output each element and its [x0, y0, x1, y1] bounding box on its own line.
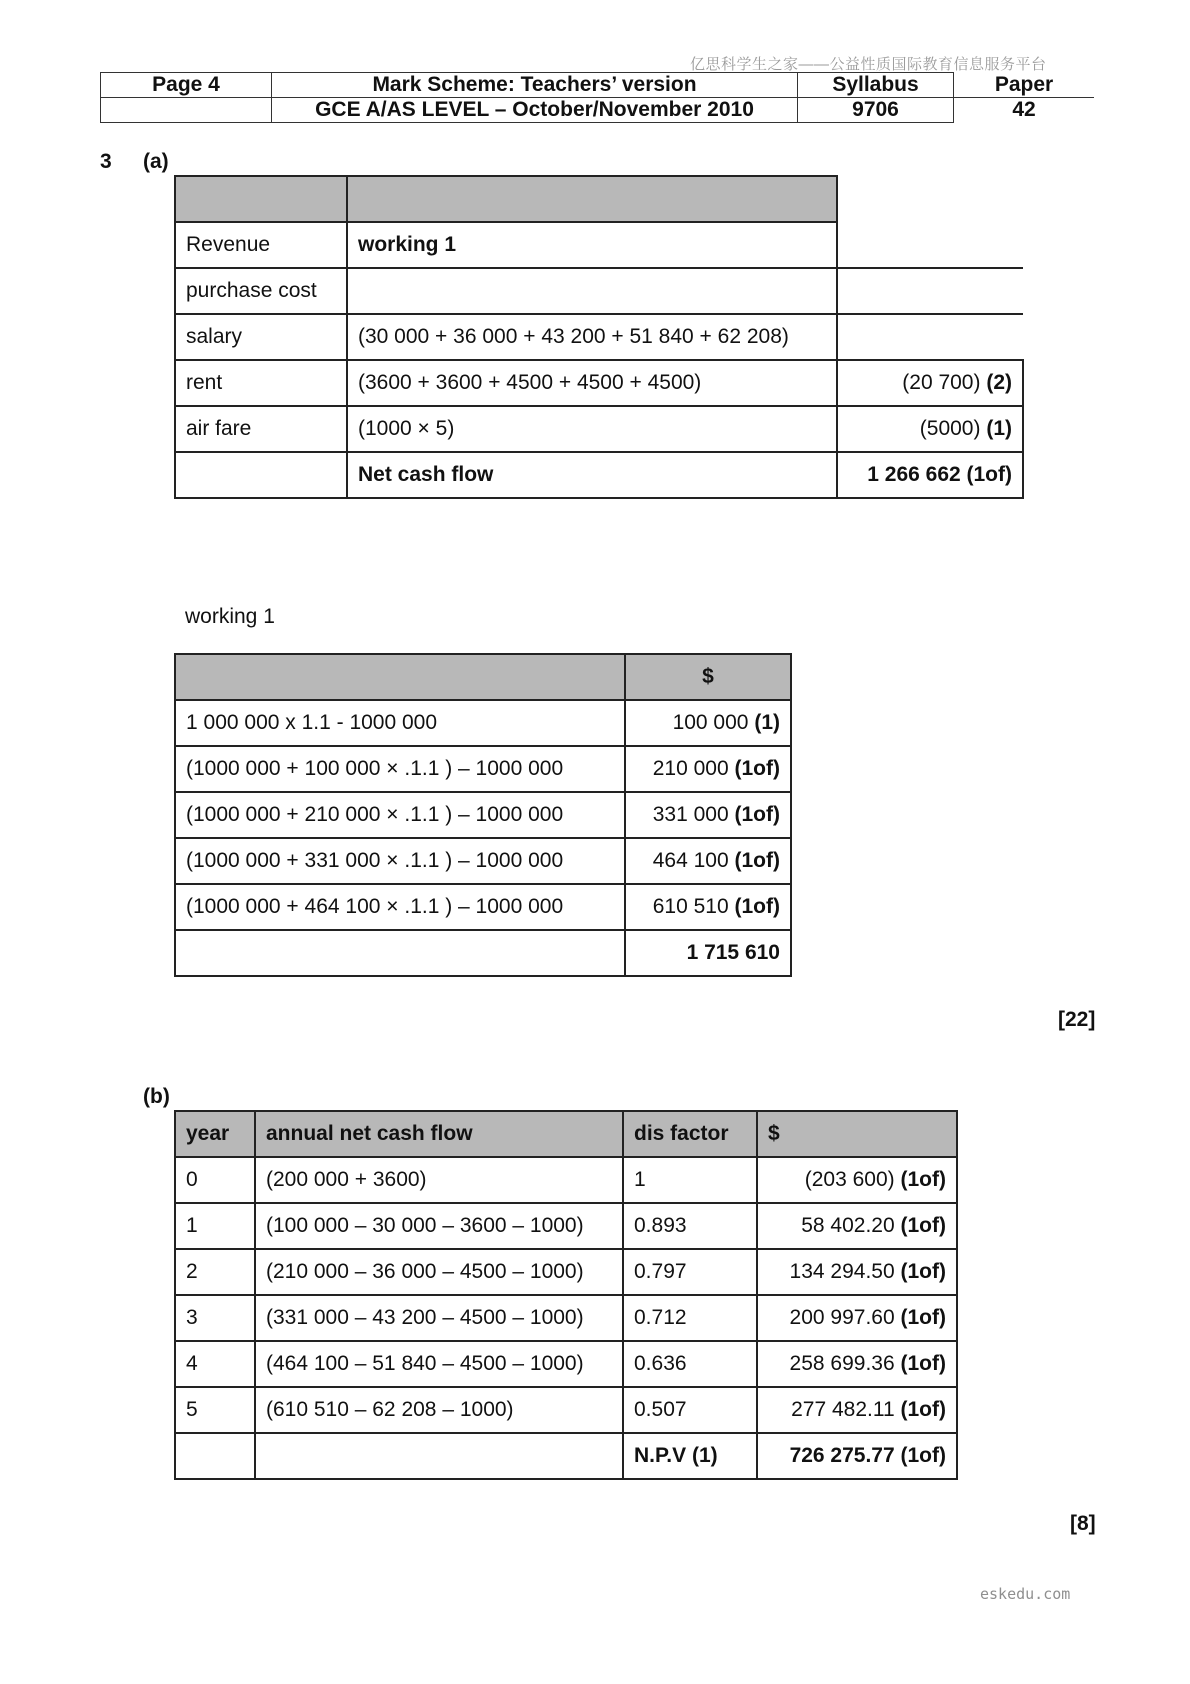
- cell-factor: 0.712: [623, 1295, 757, 1341]
- working-amount: 464 100 (1of): [625, 838, 791, 884]
- cell-amount: 58 402.20 (1of): [757, 1203, 957, 1249]
- table-row: [175, 1203, 957, 1249]
- syllabus-code: 9706: [798, 98, 954, 123]
- cell-year: 1: [175, 1203, 255, 1249]
- header-year: year: [175, 1111, 255, 1157]
- working-amount: 100 000 (1): [625, 700, 791, 746]
- marks-a: [22]: [1058, 1008, 1096, 1031]
- npv-label: N.P.V (1): [623, 1433, 757, 1479]
- working-total: 1 715 610: [625, 930, 791, 976]
- cell-flow: (464 100 – 51 840 – 4500 – 1000): [255, 1341, 623, 1387]
- row-detail: (1000 × 5): [347, 406, 837, 452]
- table-a: [174, 175, 1024, 499]
- table-row: [175, 838, 791, 884]
- page-header: [100, 72, 1094, 123]
- row-label: purchase cost: [175, 268, 347, 314]
- cell-year: 5: [175, 1387, 255, 1433]
- marks-b: [8]: [1070, 1512, 1096, 1535]
- cell-flow: (331 000 – 43 200 – 4500 – 1000): [255, 1295, 623, 1341]
- cell-year: 3: [175, 1295, 255, 1341]
- table-row: [175, 314, 1023, 360]
- table-row: [175, 1157, 957, 1203]
- part-b-label: (b): [143, 1085, 170, 1108]
- table-a-header-cell: [347, 176, 837, 222]
- working-table: [174, 653, 792, 977]
- row-amount: (20 700) (2): [837, 360, 1023, 406]
- table-row: [175, 406, 1023, 452]
- npv-value: 726 275.77 (1of): [757, 1433, 957, 1479]
- table-row: [175, 1387, 957, 1433]
- cell-factor: 0.893: [623, 1203, 757, 1249]
- table-row: [175, 268, 1023, 314]
- paper-number: 42: [1012, 98, 1036, 122]
- watermark-top: 亿思科学生之家——公益性质国际教育信息服务平台: [690, 56, 1047, 73]
- cell-amount: 277 482.11 (1of): [757, 1387, 957, 1433]
- cell-flow: (200 000 + 3600): [255, 1157, 623, 1203]
- watermark-bottom: eskedu.com: [980, 1585, 1071, 1603]
- working-amount: 331 000 (1of): [625, 792, 791, 838]
- working-header-amount: $: [625, 654, 791, 700]
- cell-amount: 134 294.50 (1of): [757, 1249, 957, 1295]
- working-amount: 210 000 (1of): [625, 746, 791, 792]
- working-calc: 1 000 000 x 1.1 - 1000 000: [175, 700, 625, 746]
- table-row: [175, 746, 791, 792]
- working-calc: (1000 000 + 210 000 × .1.1 ) – 1000 000: [175, 792, 625, 838]
- cell-flow: (100 000 – 30 000 – 3600 – 1000): [255, 1203, 623, 1249]
- cell-amount: 200 997.60 (1of): [757, 1295, 957, 1341]
- paper-label: Paper: [954, 73, 1095, 98]
- row-label: [175, 452, 347, 498]
- row-amount: [837, 314, 1023, 360]
- page-number: Page 4: [101, 73, 272, 98]
- document-title: Mark Scheme: Teachers’ version: [272, 73, 798, 98]
- table-row: [175, 1433, 957, 1479]
- table-row: [175, 792, 791, 838]
- header-factor: dis factor: [623, 1111, 757, 1157]
- row-label: air fare: [175, 406, 347, 452]
- row-detail: (30 000 + 36 000 + 43 200 + 51 840 + 62 208): [347, 314, 837, 360]
- net-cash-flow-value: 1 266 662 (1of): [837, 452, 1023, 498]
- cell-flow: (610 510 – 62 208 – 1000): [255, 1387, 623, 1433]
- working-calc: (1000 000 + 331 000 × .1.1 ) – 1000 000: [175, 838, 625, 884]
- working-amount: 610 510 (1of): [625, 884, 791, 930]
- table-row: [175, 1249, 957, 1295]
- cell-year: 0: [175, 1157, 255, 1203]
- header-blank: [101, 98, 272, 123]
- table-row: [175, 452, 1023, 498]
- working-header-cell: [175, 654, 625, 700]
- header-flow: annual net cash flow: [255, 1111, 623, 1157]
- question-number: 3: [100, 150, 112, 173]
- table-row: [175, 700, 791, 746]
- row-detail: working 1: [347, 222, 837, 268]
- working-calc: [175, 930, 625, 976]
- row-detail: (3600 + 3600 + 4500 + 4500 + 4500): [347, 360, 837, 406]
- header-amount: $: [757, 1111, 957, 1157]
- cell-year: [175, 1433, 255, 1479]
- part-a-label: (a): [143, 150, 169, 173]
- table-b: [174, 1110, 958, 1480]
- row-label: salary: [175, 314, 347, 360]
- row-detail: [347, 268, 837, 314]
- cell-flow: (210 000 – 36 000 – 4500 – 1000): [255, 1249, 623, 1295]
- cell-factor: 0.636: [623, 1341, 757, 1387]
- cell-year: 4: [175, 1341, 255, 1387]
- row-label: rent: [175, 360, 347, 406]
- row-amount: (5000) (1): [837, 406, 1023, 452]
- cell-amount: (203 600) (1of): [757, 1157, 957, 1203]
- working-calc: (1000 000 + 100 000 × .1.1 ) – 1000 000: [175, 746, 625, 792]
- table-row: [175, 1341, 957, 1387]
- document-subtitle: GCE A/AS LEVEL – October/November 2010: [272, 98, 798, 123]
- working-title: working 1: [185, 605, 275, 628]
- table-row: [175, 1295, 957, 1341]
- cell-flow: [255, 1433, 623, 1479]
- cell-factor: 1: [623, 1157, 757, 1203]
- net-cash-flow-label: Net cash flow: [347, 452, 837, 498]
- table-row: [175, 222, 1023, 268]
- table-row: [175, 930, 791, 976]
- cell-amount: 258 699.36 (1of): [757, 1341, 957, 1387]
- cell-year: 2: [175, 1249, 255, 1295]
- working-calc: (1000 000 + 464 100 × .1.1 ) – 1000 000: [175, 884, 625, 930]
- table-row: [175, 360, 1023, 406]
- syllabus-label: Syllabus: [798, 73, 954, 98]
- cell-factor: 0.797: [623, 1249, 757, 1295]
- row-label: Revenue: [175, 222, 347, 268]
- cell-factor: 0.507: [623, 1387, 757, 1433]
- row-amount: [837, 268, 1023, 314]
- table-a-header-cell: [175, 176, 347, 222]
- table-row: [175, 884, 791, 930]
